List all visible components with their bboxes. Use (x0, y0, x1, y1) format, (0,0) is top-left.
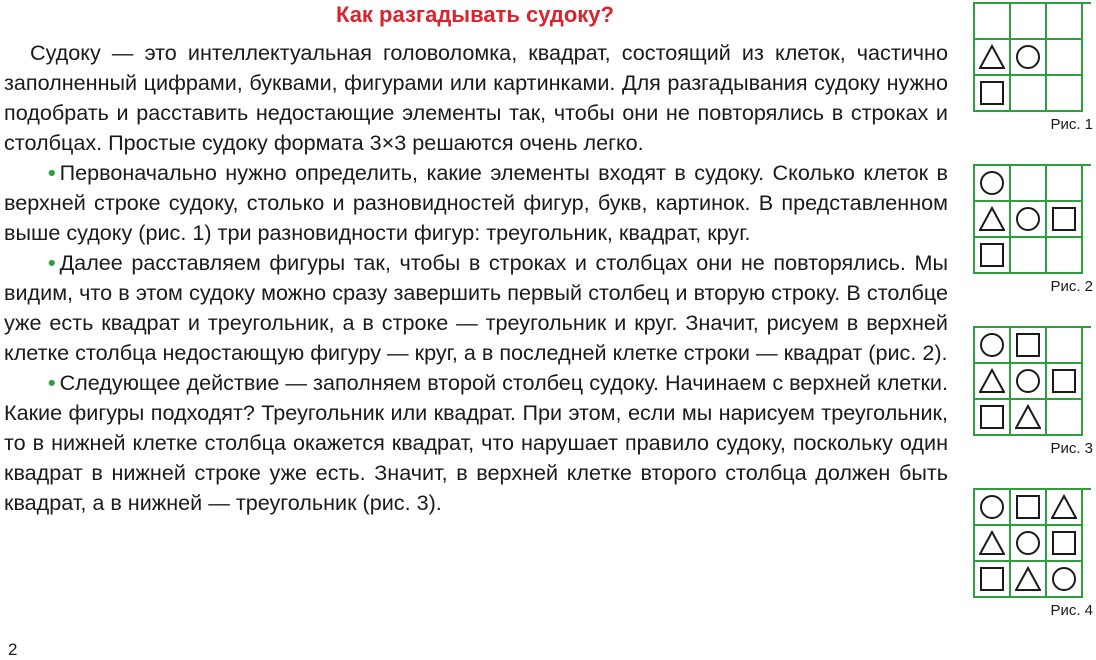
paragraph-step-2 (4, 248, 948, 368)
paragraph-text: Судоку — это интеллектуальная головоломка, квадрат, состоящий из клеток, частично заполненный цифрами, буквами, фигурами или картинками. Для разгадывания судоку нужно подобрать и расставить недостающие элементы так, чтобы они не повторялись в строках и столбцах. Простые судоку формата 3×3 решаются очень легко. (4, 40, 948, 155)
paragraph-step-3 (4, 368, 948, 518)
paragraph-text: Следующее действие — заполняем второй столбец судоку. Начинаем с верхней клетки. Какие фигуры подходят? Треугольник или квадрат. При этом, если мы нарисуем треугольник, то в нижней клетке столбца окажется квадрат, что нарушает правило судоку, поскольку один квадрат в нижней строке уже есть. Значит, в верхней клетке второго столбца должен быть квадрат, а в нижней — треугольник (рис. 3). (4, 370, 948, 515)
grid-cell (1011, 328, 1047, 364)
grid-cell (975, 328, 1011, 364)
grid-cell (975, 238, 1011, 274)
grid-cell (1011, 166, 1047, 202)
square-icon (979, 404, 1005, 430)
triangle-icon (1051, 494, 1077, 520)
grid-cell (1047, 76, 1083, 112)
figure-1 (973, 2, 1095, 134)
paragraph-step-1 (4, 158, 948, 248)
grid-cell (975, 490, 1011, 526)
square-icon (979, 242, 1005, 268)
grid-cell (975, 400, 1011, 436)
grid-cell (975, 4, 1011, 40)
grid-cell (1011, 76, 1047, 112)
grid-cell (1047, 328, 1083, 364)
circle-icon (1015, 44, 1041, 70)
figure-caption: Рис. 1 (1050, 116, 1093, 133)
grid-cell (1047, 4, 1083, 40)
square-icon (1051, 206, 1077, 232)
page-number: 2 (8, 640, 18, 659)
grid-cell (1011, 400, 1047, 436)
grid-cell (1011, 202, 1047, 238)
grid-cell (1047, 400, 1083, 436)
grid-cell (1011, 40, 1047, 76)
page-title: Как разгадывать судоку? (336, 2, 614, 27)
circle-icon (1051, 566, 1077, 592)
circle-icon (979, 494, 1005, 520)
sudoku-grid (973, 164, 1091, 274)
paragraph-text: Далее расставляем фигуры так, чтобы в строках и столбцах они не повторялись. Мы видим, что в этом судоку можно сразу завершить первый столбец и вторую строку. В столбце уже есть квадрат и треугольник, а в строке — треугольник и круг. Значит, рисуем в верхней клетке столбца недостающую фигуру — круг, а в последней клетке строки — квадрат (рис. 2). (4, 250, 948, 365)
grid-cell (1011, 4, 1047, 40)
grid-cell (1011, 562, 1047, 598)
grid-cell (975, 526, 1011, 562)
grid-cell (1047, 364, 1083, 400)
grid-cell (1011, 238, 1047, 274)
grid-cell (975, 166, 1011, 202)
grid-cell (1047, 562, 1083, 598)
square-icon (979, 80, 1005, 106)
grid-cell (1011, 490, 1047, 526)
grid-cell (975, 76, 1011, 112)
sudoku-grid (973, 2, 1091, 112)
grid-cell (1047, 166, 1083, 202)
triangle-icon (979, 206, 1005, 232)
triangle-icon (979, 530, 1005, 556)
grid-cell (1047, 490, 1083, 526)
grid-cell (1047, 202, 1083, 238)
triangle-icon (1015, 404, 1041, 430)
grid-cell (975, 202, 1011, 238)
triangle-icon (1015, 566, 1041, 592)
bullet-icon: • (48, 250, 56, 275)
grid-cell (1047, 238, 1083, 274)
grid-cell (1047, 40, 1083, 76)
square-icon (979, 566, 1005, 592)
sudoku-grid (973, 488, 1091, 598)
paragraph-text: Первоначально нужно определить, какие элементы входят в судоку. Сколько клеток в верхней строке судоку, столько и разновидностей фигур, букв, картинок. В представленном выше судоку (рис. 1) три разновидности фигур: треугольник, квадрат, круг. (4, 160, 948, 245)
circle-icon (979, 170, 1005, 196)
bullet-icon: • (48, 370, 56, 395)
circle-icon (1015, 530, 1041, 556)
figure-3 (973, 326, 1095, 458)
grid-cell (975, 562, 1011, 598)
circle-icon (979, 332, 1005, 358)
grid-cell (1047, 526, 1083, 562)
figure-caption: Рис. 3 (1050, 440, 1093, 457)
square-icon (1051, 368, 1077, 394)
square-icon (1051, 530, 1077, 556)
circle-icon (1015, 206, 1041, 232)
paragraph-intro (4, 38, 948, 158)
figure-caption: Рис. 4 (1050, 602, 1093, 619)
triangle-icon (979, 44, 1005, 70)
sudoku-grid (973, 326, 1091, 436)
grid-cell (975, 40, 1011, 76)
square-icon (1015, 494, 1041, 520)
triangle-icon (979, 368, 1005, 394)
square-icon (1015, 332, 1041, 358)
circle-icon (1015, 368, 1041, 394)
article-body (4, 38, 948, 518)
bullet-icon: • (48, 160, 56, 185)
grid-cell (1011, 526, 1047, 562)
grid-cell (975, 364, 1011, 400)
figure-4 (973, 488, 1095, 620)
figure-2 (973, 164, 1095, 296)
grid-cell (1011, 364, 1047, 400)
figure-caption: Рис. 2 (1050, 278, 1093, 295)
